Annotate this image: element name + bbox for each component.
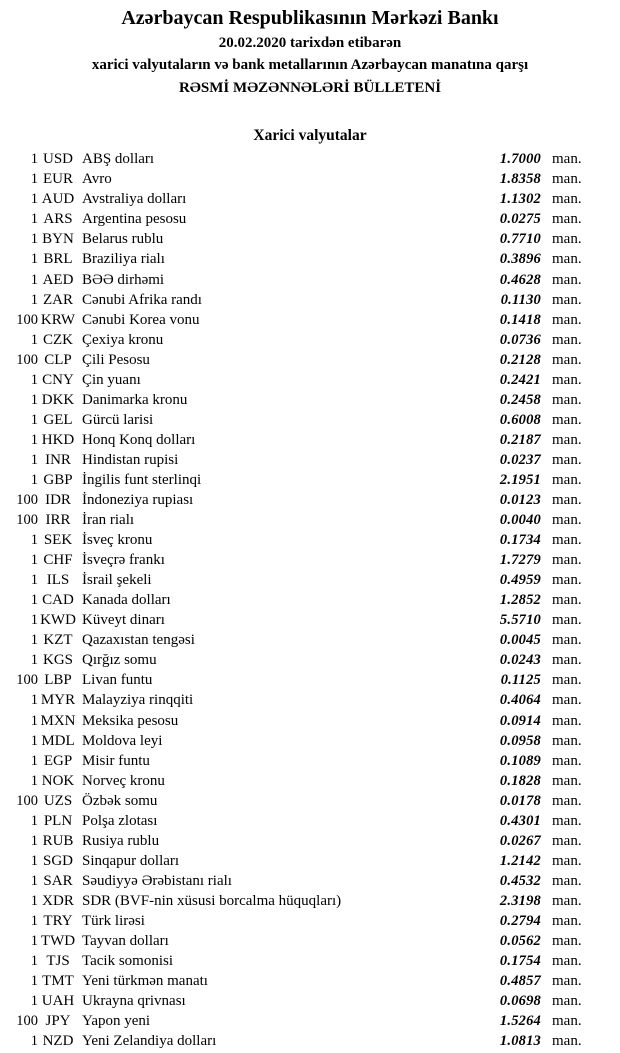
table-row bbox=[0, 209, 620, 229]
row-quantity: 1 bbox=[30, 852, 38, 869]
table-row bbox=[0, 270, 620, 290]
row-currency-name: SDR (BVF-nin xüsusi borcalma hüquqları) bbox=[82, 892, 342, 909]
row-currency-code: CLP bbox=[44, 351, 72, 368]
row-unit-label: man. bbox=[552, 612, 582, 629]
table-row bbox=[0, 410, 620, 430]
row-currency-name: Honq Konq dolları bbox=[82, 431, 196, 448]
row-unit-label: man. bbox=[552, 552, 582, 569]
row-currency-code: RUB bbox=[42, 832, 74, 849]
row-quantity: 100 bbox=[16, 351, 38, 368]
row-currency-code: XDR bbox=[42, 892, 74, 909]
table-row bbox=[0, 530, 620, 550]
table-row bbox=[0, 610, 620, 630]
table-row bbox=[0, 310, 620, 330]
row-unit-label: man. bbox=[552, 933, 582, 950]
table-row bbox=[0, 450, 620, 470]
row-quantity: 100 bbox=[16, 311, 38, 328]
table-row bbox=[0, 670, 620, 690]
row-rate-value: 1.2142 bbox=[499, 852, 541, 869]
table-row bbox=[0, 690, 620, 710]
row-currency-name: Tacik somonisi bbox=[82, 953, 174, 970]
row-currency-code: EUR bbox=[43, 171, 73, 188]
row-quantity: 1 bbox=[30, 231, 38, 248]
row-quantity: 1 bbox=[30, 291, 38, 308]
row-unit-label: man. bbox=[552, 872, 582, 889]
table-row bbox=[0, 590, 620, 610]
row-unit-label: man. bbox=[552, 832, 582, 849]
row-rate-value: 0.4628 bbox=[499, 271, 541, 288]
row-currency-name: Avstraliya dolları bbox=[82, 191, 187, 208]
table-row bbox=[0, 390, 620, 410]
section-title-foreign-currencies: Xarici valyutalar bbox=[253, 127, 367, 145]
row-rate-value: 0.4532 bbox=[499, 872, 541, 889]
row-currency-name: Çin yuanı bbox=[82, 371, 141, 388]
row-rate-value: 0.1130 bbox=[500, 291, 541, 308]
row-currency-code: INR bbox=[45, 451, 71, 468]
row-currency-code: ZAR bbox=[43, 291, 73, 308]
row-quantity: 1 bbox=[30, 371, 38, 388]
row-unit-label: man. bbox=[552, 712, 582, 729]
row-unit-label: man. bbox=[552, 231, 582, 248]
row-quantity: 1 bbox=[30, 652, 38, 669]
row-currency-code: BRL bbox=[43, 251, 73, 268]
row-unit-label: man. bbox=[552, 812, 582, 829]
row-rate-value: 0.4301 bbox=[499, 812, 541, 829]
row-rate-value: 0.0237 bbox=[499, 451, 541, 468]
row-currency-name: Küveyt dinarı bbox=[82, 612, 165, 629]
table-row bbox=[0, 1011, 620, 1031]
row-quantity: 100 bbox=[16, 492, 38, 509]
row-unit-label: man. bbox=[552, 892, 582, 909]
row-currency-code: ILS bbox=[46, 572, 70, 589]
table-row bbox=[0, 931, 620, 951]
row-rate-value: 0.1734 bbox=[499, 532, 541, 549]
row-unit-label: man. bbox=[552, 792, 582, 809]
row-currency-name: Avro bbox=[82, 171, 112, 188]
row-rate-value: 0.0958 bbox=[499, 732, 541, 749]
row-rate-value: 0.4959 bbox=[499, 572, 541, 589]
row-rate-value: 0.0123 bbox=[499, 492, 541, 509]
row-currency-code: AUD bbox=[41, 191, 75, 208]
row-quantity: 1 bbox=[30, 151, 38, 168]
row-currency-name: Braziliya rialı bbox=[82, 251, 165, 268]
row-currency-name: BƏƏ dirhəmi bbox=[82, 271, 165, 288]
row-rate-value: 0.4857 bbox=[499, 973, 541, 990]
row-quantity: 1 bbox=[30, 772, 38, 789]
row-currency-name: İran rialı bbox=[82, 512, 135, 529]
row-unit-label: man. bbox=[552, 953, 582, 970]
row-unit-label: man. bbox=[552, 672, 582, 689]
row-currency-code: KGS bbox=[42, 652, 73, 669]
row-rate-value: 0.3896 bbox=[499, 251, 541, 268]
table-row bbox=[0, 831, 620, 851]
row-rate-value: 1.1302 bbox=[499, 191, 541, 208]
row-rate-value: 0.2128 bbox=[499, 351, 541, 368]
row-unit-label: man. bbox=[552, 993, 582, 1010]
row-rate-value: 0.2794 bbox=[499, 913, 541, 929]
row-currency-name: Çili Pesosu bbox=[82, 351, 150, 368]
table-row bbox=[0, 550, 620, 570]
row-currency-code: IRR bbox=[45, 512, 71, 529]
row-quantity: 100 bbox=[16, 792, 38, 809]
row-quantity: 1 bbox=[30, 953, 38, 970]
row-rate-value: 0.0914 bbox=[499, 712, 541, 729]
row-rate-value: 0.1418 bbox=[499, 311, 541, 328]
row-rate-value: 0.2458 bbox=[499, 391, 541, 408]
row-rate-value: 0.6008 bbox=[499, 411, 541, 428]
subject-line: xarici valyutaların və bank metallarının Azərbaycan manatına qarşı bbox=[91, 57, 529, 74]
row-currency-name: İsveç kronu bbox=[82, 532, 153, 549]
row-currency-name: Cənubi Afrika randı bbox=[82, 291, 202, 308]
row-currency-code: MYR bbox=[40, 692, 76, 709]
row-currency-code: DKK bbox=[41, 391, 75, 408]
table-row bbox=[0, 731, 620, 751]
table-row bbox=[0, 751, 620, 771]
row-currency-code: GEL bbox=[43, 411, 73, 428]
table-row bbox=[0, 791, 620, 811]
row-unit-label: man. bbox=[552, 592, 582, 609]
row-currency-code: SGD bbox=[42, 852, 73, 869]
row-rate-value: 0.7710 bbox=[499, 231, 541, 248]
row-currency-code: BYN bbox=[42, 231, 74, 248]
row-currency-name: İsrail şekeli bbox=[82, 572, 152, 589]
table-row bbox=[0, 249, 620, 269]
row-unit-label: man. bbox=[552, 371, 582, 388]
row-quantity: 1 bbox=[30, 812, 38, 829]
table-row bbox=[0, 711, 620, 731]
row-currency-code: KZT bbox=[43, 632, 73, 649]
table-row bbox=[0, 229, 620, 249]
row-currency-code: PLN bbox=[43, 812, 73, 829]
row-unit-label: man. bbox=[552, 852, 582, 869]
row-rate-value: 0.1125 bbox=[500, 672, 541, 689]
row-quantity: 100 bbox=[16, 512, 38, 529]
row-unit-label: man. bbox=[552, 692, 582, 709]
row-currency-code: KRW bbox=[40, 311, 76, 328]
row-unit-label: man. bbox=[552, 151, 582, 168]
row-currency-name: Polşa zlotası bbox=[82, 812, 158, 829]
row-currency-code: MXN bbox=[40, 712, 76, 729]
table-row bbox=[0, 330, 620, 350]
row-rate-value: 1.5264 bbox=[499, 1013, 541, 1030]
row-quantity: 1 bbox=[30, 271, 38, 288]
row-currency-code: ARS bbox=[43, 211, 73, 228]
row-quantity: 1 bbox=[30, 872, 38, 889]
row-rate-value: 5.5710 bbox=[499, 612, 541, 629]
table-row bbox=[0, 370, 620, 390]
row-rate-value: 1.8358 bbox=[499, 171, 541, 188]
row-currency-code: TWD bbox=[40, 933, 76, 950]
row-currency-code: KWD bbox=[40, 612, 76, 629]
row-unit-label: man. bbox=[552, 271, 582, 288]
row-currency-name: Tayvan dolları bbox=[82, 933, 169, 950]
bulletin-title-line: RƏSMİ MƏZƏNNƏLƏRİ BÜLLETENİ bbox=[178, 79, 442, 96]
row-rate-value: 1.2852 bbox=[499, 592, 541, 609]
row-currency-name: Meksika pesosu bbox=[82, 712, 179, 729]
table-row bbox=[0, 510, 620, 530]
table-row bbox=[0, 470, 620, 490]
row-currency-name: Cənubi Korea vonu bbox=[82, 311, 200, 328]
row-quantity: 1 bbox=[30, 913, 38, 929]
row-quantity: 1 bbox=[30, 431, 38, 448]
row-quantity: 1 bbox=[30, 552, 38, 569]
row-currency-name: Hindistan rupisi bbox=[82, 451, 179, 468]
row-unit-label: man. bbox=[552, 772, 582, 789]
row-currency-name: Sinqapur dolları bbox=[82, 852, 180, 869]
row-currency-code: IDR bbox=[45, 492, 71, 509]
row-currency-name: Misir funtu bbox=[82, 752, 150, 769]
row-currency-name: Livan funtu bbox=[82, 672, 153, 689]
row-unit-label: man. bbox=[552, 1033, 582, 1050]
row-currency-name: Kanada dolları bbox=[82, 592, 171, 609]
row-unit-label: man. bbox=[552, 492, 582, 509]
row-currency-code: UAH bbox=[41, 993, 75, 1010]
row-unit-label: man. bbox=[552, 171, 582, 188]
row-currency-code: NOK bbox=[41, 772, 75, 789]
row-quantity: 1 bbox=[30, 692, 38, 709]
row-currency-name: İngilis funt sterlinqi bbox=[82, 471, 202, 488]
row-currency-code: AED bbox=[42, 271, 74, 288]
row-quantity: 1 bbox=[30, 712, 38, 729]
table-row bbox=[0, 851, 620, 871]
row-rate-value: 1.0813 bbox=[499, 1033, 541, 1050]
table-row bbox=[0, 169, 620, 189]
row-currency-name: Argentina pesosu bbox=[82, 211, 187, 228]
row-quantity: 1 bbox=[30, 391, 38, 408]
row-currency-code: CZK bbox=[43, 331, 73, 348]
row-unit-label: man. bbox=[552, 913, 582, 929]
row-quantity: 1 bbox=[30, 752, 38, 769]
row-quantity: 1 bbox=[30, 832, 38, 849]
row-rate-value: 0.0243 bbox=[499, 652, 541, 669]
row-currency-name: Yeni türkmən manatı bbox=[82, 973, 208, 990]
row-unit-label: man. bbox=[552, 532, 582, 549]
table-row bbox=[0, 871, 620, 891]
row-rate-value: 0.1754 bbox=[499, 953, 541, 970]
table-row bbox=[0, 149, 620, 169]
row-rate-value: 0.0045 bbox=[499, 632, 541, 649]
row-currency-name: Norveç kronu bbox=[82, 772, 165, 789]
rates-table bbox=[0, 149, 620, 1051]
row-unit-label: man. bbox=[552, 191, 582, 208]
row-rate-value: 1.7279 bbox=[499, 552, 541, 569]
row-unit-label: man. bbox=[552, 752, 582, 769]
row-rate-value: 0.1828 bbox=[499, 772, 541, 789]
table-row bbox=[0, 891, 620, 911]
row-rate-value: 0.4064 bbox=[499, 692, 541, 709]
row-quantity: 1 bbox=[30, 933, 38, 950]
table-row bbox=[0, 189, 620, 209]
row-currency-name: ABŞ dolları bbox=[82, 151, 155, 168]
row-quantity: 100 bbox=[16, 1013, 38, 1030]
row-unit-label: man. bbox=[552, 351, 582, 368]
row-unit-label: man. bbox=[552, 431, 582, 448]
row-currency-code: TJS bbox=[46, 953, 70, 970]
row-unit-label: man. bbox=[552, 652, 582, 669]
row-unit-label: man. bbox=[552, 572, 582, 589]
row-quantity: 1 bbox=[30, 632, 38, 649]
row-currency-code: EGP bbox=[43, 752, 73, 769]
effective-date-line: 20.02.2020 tarixdən etibarən bbox=[218, 35, 402, 51]
row-rate-value: 0.2421 bbox=[499, 371, 541, 388]
row-quantity: 1 bbox=[30, 592, 38, 609]
row-unit-label: man. bbox=[552, 451, 582, 468]
row-unit-label: man. bbox=[552, 973, 582, 990]
row-currency-name: İsveçrə frankı bbox=[82, 552, 165, 569]
row-unit-label: man. bbox=[552, 211, 582, 228]
row-rate-value: 0.0040 bbox=[499, 512, 541, 529]
row-currency-code: TMT bbox=[42, 973, 74, 990]
row-quantity: 1 bbox=[30, 171, 38, 188]
row-currency-code: SAR bbox=[43, 872, 73, 889]
row-rate-value: 0.0736 bbox=[499, 331, 541, 348]
table-row bbox=[0, 290, 620, 310]
row-rate-value: 0.1089 bbox=[499, 752, 541, 769]
row-currency-code: CNY bbox=[42, 371, 74, 388]
table-row bbox=[0, 911, 620, 931]
table-row bbox=[0, 490, 620, 510]
row-unit-label: man. bbox=[552, 471, 582, 488]
row-currency-name: Gürcü larisi bbox=[82, 411, 154, 428]
row-unit-label: man. bbox=[552, 391, 582, 408]
row-quantity: 1 bbox=[30, 211, 38, 228]
row-currency-code: SEK bbox=[43, 532, 73, 549]
row-currency-name: Səudiyyə Ərəbistanı rialı bbox=[82, 872, 232, 889]
row-quantity: 1 bbox=[30, 532, 38, 549]
row-currency-name: Yapon yeni bbox=[82, 1013, 151, 1030]
row-currency-name: Türk lirəsi bbox=[82, 913, 145, 929]
row-quantity: 1 bbox=[30, 1033, 38, 1050]
row-quantity: 1 bbox=[30, 451, 38, 468]
row-quantity: 1 bbox=[30, 471, 38, 488]
row-currency-code: UZS bbox=[43, 792, 73, 809]
row-quantity: 1 bbox=[30, 251, 38, 268]
row-unit-label: man. bbox=[552, 251, 582, 268]
row-rate-value: 2.3198 bbox=[499, 892, 541, 909]
row-unit-label: man. bbox=[552, 411, 582, 428]
row-currency-code: NZD bbox=[42, 1033, 74, 1050]
row-currency-code: CHF bbox=[43, 552, 73, 569]
row-unit-label: man. bbox=[552, 311, 582, 328]
row-currency-code: GBP bbox=[43, 471, 73, 488]
row-unit-label: man. bbox=[552, 732, 582, 749]
document-header bbox=[0, 0, 620, 99]
row-quantity: 1 bbox=[30, 191, 38, 208]
row-quantity: 100 bbox=[16, 672, 38, 689]
row-currency-name: Özbək somu bbox=[82, 792, 158, 809]
row-rate-value: 1.7000 bbox=[499, 151, 541, 168]
row-unit-label: man. bbox=[552, 331, 582, 348]
table-row bbox=[0, 971, 620, 991]
row-currency-name: Qırğız somu bbox=[82, 652, 157, 669]
row-rate-value: 0.0562 bbox=[499, 933, 541, 950]
row-quantity: 1 bbox=[30, 993, 38, 1010]
row-currency-name: Yeni Zelandiya dolları bbox=[82, 1033, 217, 1050]
table-row bbox=[0, 951, 620, 971]
table-row bbox=[0, 430, 620, 450]
row-currency-code: HKD bbox=[41, 431, 75, 448]
row-currency-name: Ukrayna qrivnası bbox=[82, 993, 186, 1010]
table-row bbox=[0, 1031, 620, 1051]
row-currency-name: Çexiya kronu bbox=[82, 331, 164, 348]
row-rate-value: 0.2187 bbox=[499, 431, 541, 448]
row-quantity: 1 bbox=[30, 612, 38, 629]
row-quantity: 1 bbox=[30, 892, 38, 909]
table-row bbox=[0, 570, 620, 590]
row-rate-value: 0.0267 bbox=[499, 832, 541, 849]
row-quantity: 1 bbox=[30, 331, 38, 348]
bank-name-title: Azərbaycan Respublikasının Mərkəzi Bankı bbox=[121, 7, 499, 29]
row-rate-value: 2.1951 bbox=[499, 471, 541, 488]
row-currency-name: İndoneziya rupiası bbox=[82, 492, 194, 509]
row-currency-code: CAD bbox=[42, 592, 74, 609]
row-currency-code: JPY bbox=[45, 1013, 71, 1030]
row-currency-name: Rusiya rublu bbox=[82, 832, 160, 849]
table-row bbox=[0, 771, 620, 791]
row-currency-name: Danimarka kronu bbox=[82, 391, 188, 408]
table-row bbox=[0, 350, 620, 370]
table-row bbox=[0, 630, 620, 650]
row-unit-label: man. bbox=[552, 291, 582, 308]
table-row bbox=[0, 811, 620, 831]
row-unit-label: man. bbox=[552, 1013, 582, 1030]
row-quantity: 1 bbox=[30, 973, 38, 990]
row-currency-code: USD bbox=[42, 151, 73, 168]
table-row bbox=[0, 650, 620, 670]
row-quantity: 1 bbox=[30, 572, 38, 589]
row-unit-label: man. bbox=[552, 512, 582, 529]
row-currency-name: Qazaxıstan tengəsi bbox=[82, 632, 195, 649]
row-currency-code: TRY bbox=[43, 913, 73, 929]
row-currency-name: Moldova leyi bbox=[82, 732, 163, 749]
row-currency-name: Malayziya rinqqiti bbox=[82, 692, 194, 709]
row-rate-value: 0.0275 bbox=[499, 211, 541, 228]
table-row bbox=[0, 991, 620, 1011]
row-unit-label: man. bbox=[552, 632, 582, 649]
row-rate-value: 0.0178 bbox=[499, 792, 541, 809]
row-currency-name: Belarus rublu bbox=[82, 231, 164, 248]
row-currency-code: MDL bbox=[41, 732, 75, 749]
row-quantity: 1 bbox=[30, 411, 38, 428]
row-quantity: 1 bbox=[30, 732, 38, 749]
row-rate-value: 0.0698 bbox=[499, 993, 541, 1010]
row-currency-code: LBP bbox=[44, 672, 72, 689]
